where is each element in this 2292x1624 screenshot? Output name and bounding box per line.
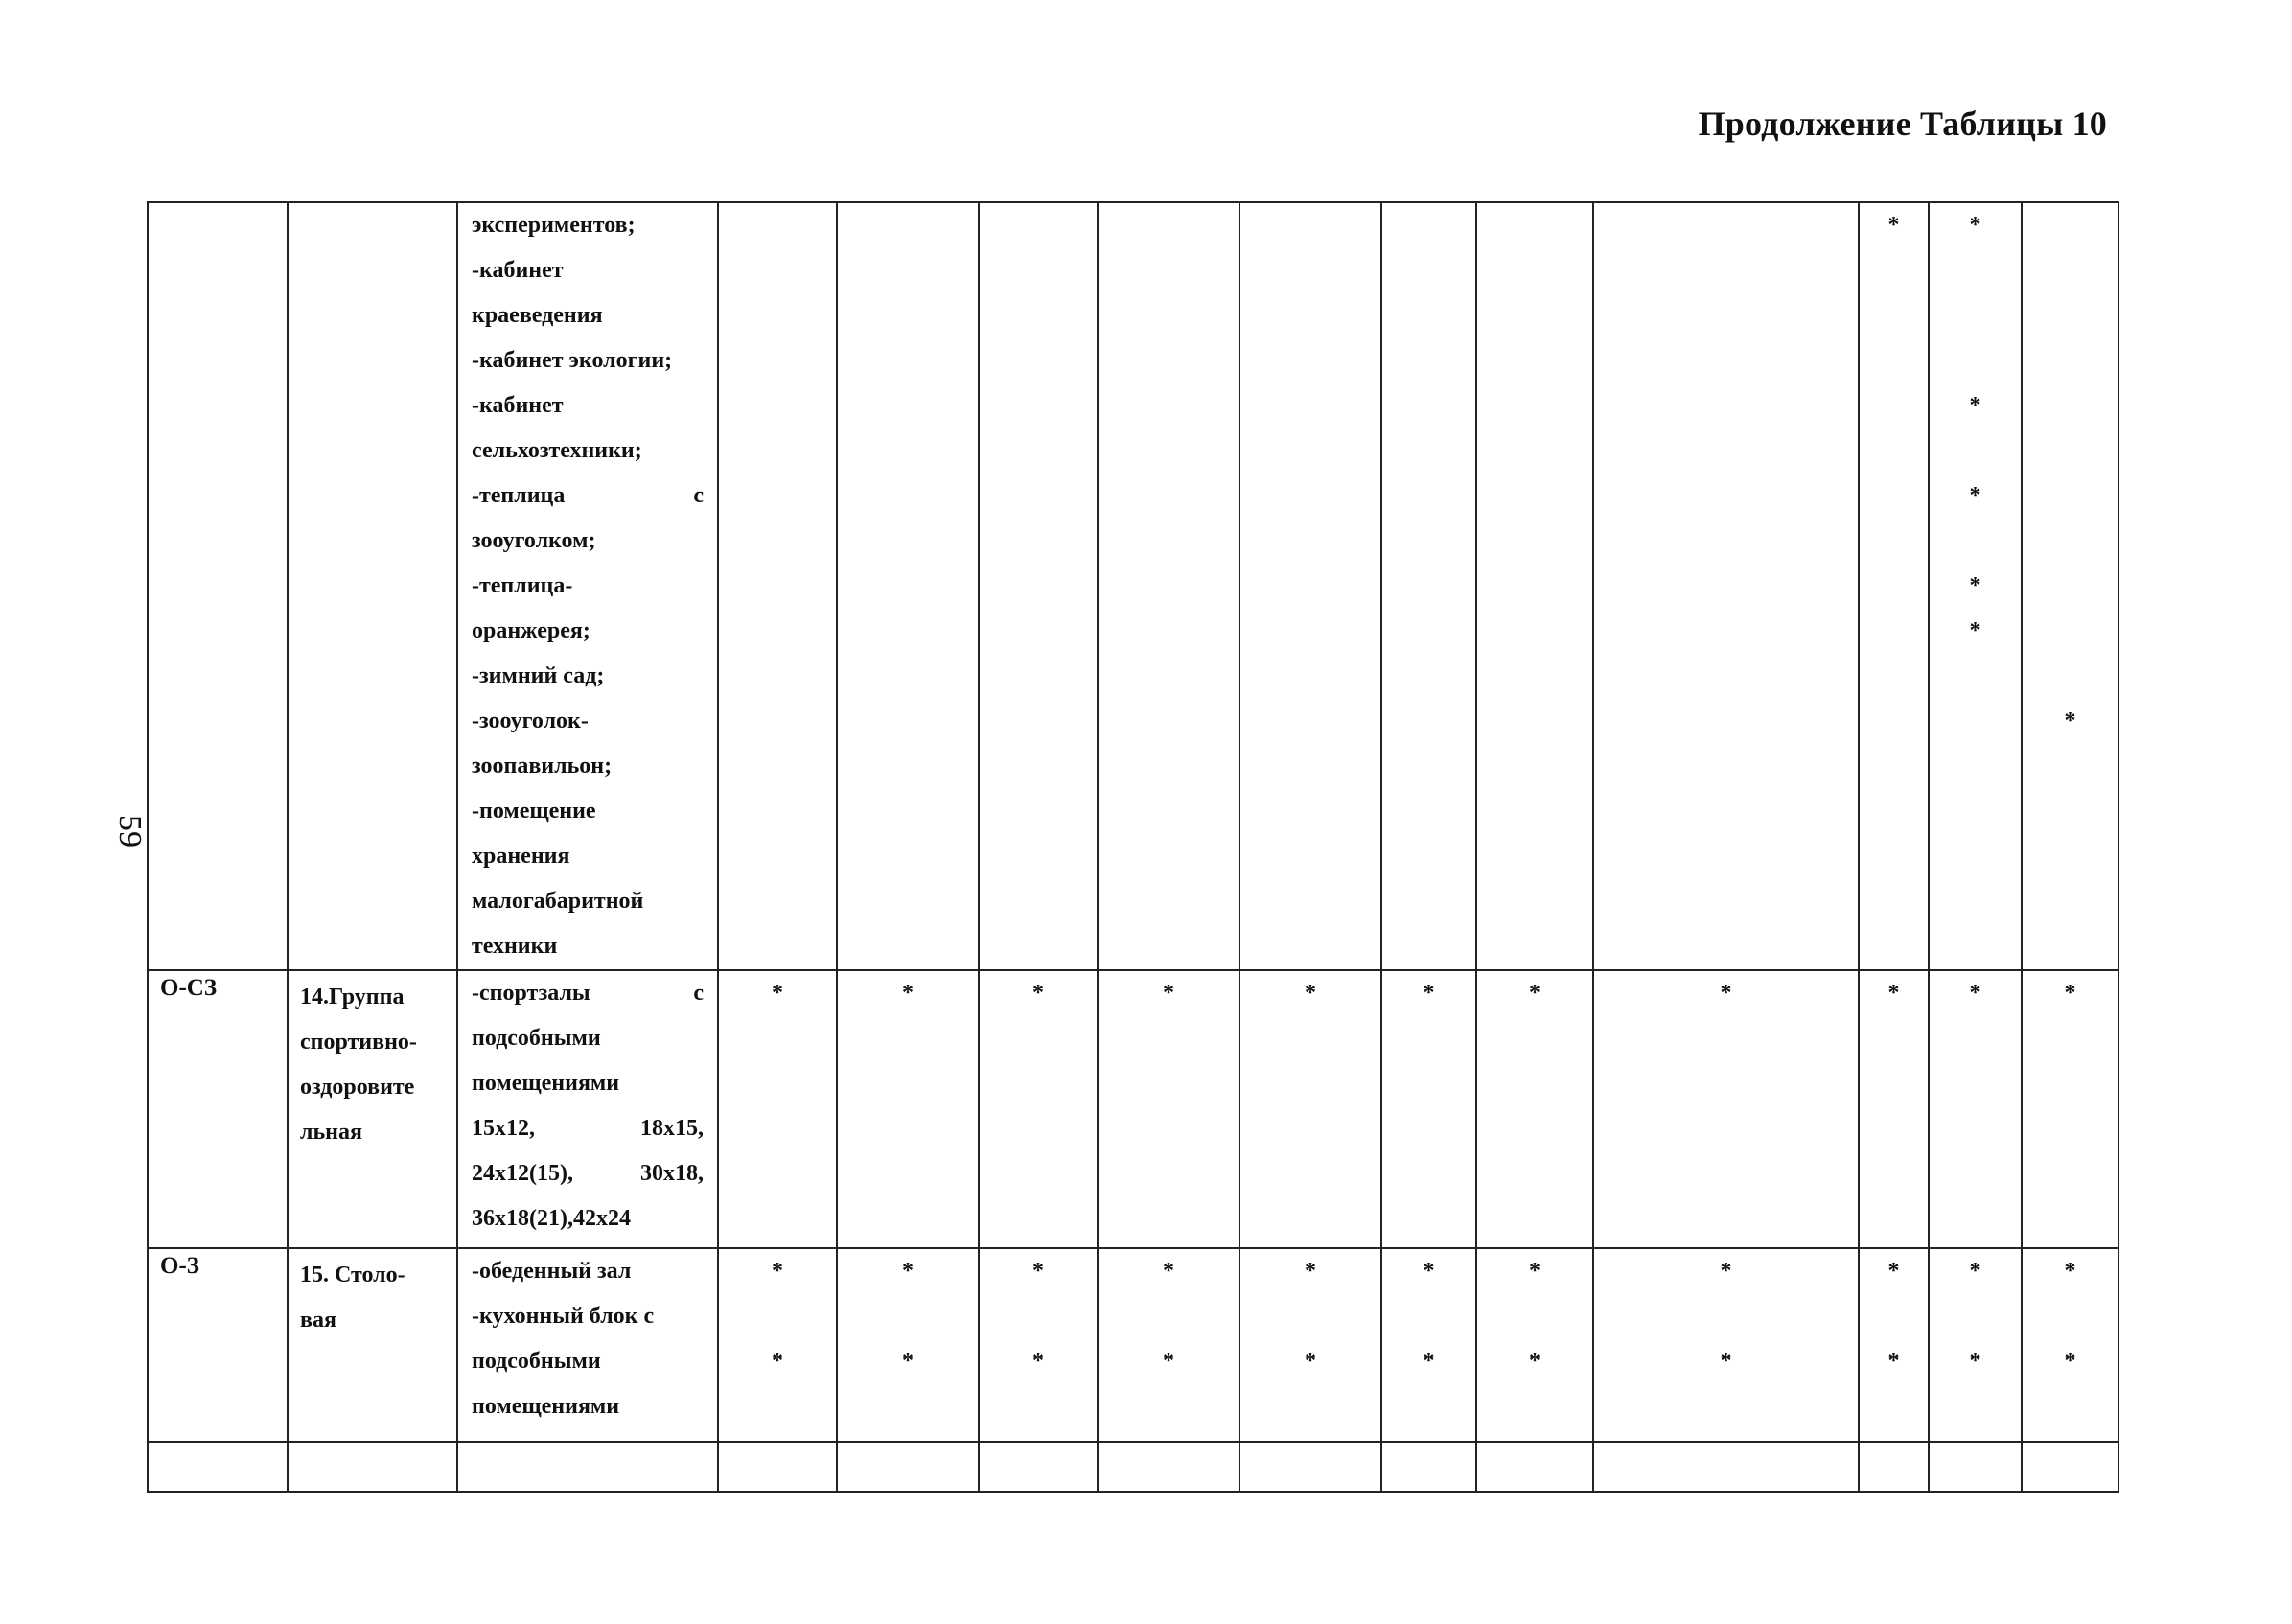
- empty-cell: [457, 1442, 718, 1492]
- mark-icon: *: [1305, 1259, 1316, 1284]
- empty-cell: [1476, 1442, 1593, 1492]
- mark-icon: *: [1720, 1349, 1732, 1374]
- mark-icon: [1930, 789, 2021, 834]
- mark-cell: [2022, 970, 2118, 1248]
- mark-icon: *: [1969, 1259, 1981, 1284]
- mark-icon: [2023, 744, 2118, 789]
- mark-icon: *: [772, 981, 783, 1006]
- mark-icon: *: [1423, 1259, 1435, 1284]
- mark-icon: *: [2064, 1349, 2076, 1374]
- mark-icon: [1860, 609, 1928, 654]
- mark-cell: [1593, 202, 1859, 970]
- text-part: 24х12(15),: [472, 1161, 573, 1186]
- text-line: зооуголком;: [472, 528, 596, 553]
- mark-icon: [2023, 1294, 2118, 1339]
- mark-cell: [1929, 970, 2022, 1248]
- table-caption: Продолжение Таблицы 10: [1698, 104, 2107, 143]
- mark-icon: [719, 1294, 836, 1339]
- mark-icon: [2023, 248, 2118, 293]
- text-line: [472, 1106, 704, 1151]
- mark-icon: *: [1969, 393, 1981, 418]
- text-line: -кухонный блок с: [472, 1304, 655, 1329]
- mark-icon: *: [1720, 981, 1732, 1006]
- empty-cell: [1098, 1442, 1239, 1492]
- mark-icon: [1860, 383, 1928, 429]
- mark-icon: [1930, 879, 2021, 924]
- group-line: 14.Группа: [300, 985, 405, 1009]
- text-line: -кабинет: [472, 258, 564, 283]
- text-line: сельхозтехники;: [472, 438, 642, 463]
- mark-icon: [1860, 924, 1928, 969]
- mark-icon: [1930, 924, 2021, 969]
- mark-icon: [2023, 338, 2118, 383]
- mark-icon: [1930, 744, 2021, 789]
- mark-icon: [1930, 654, 2021, 699]
- mark-icon: [1860, 789, 1928, 834]
- mark-icon: *: [1305, 981, 1316, 1006]
- mark-cell: [1476, 202, 1593, 970]
- mark-icon: *: [2064, 1259, 2076, 1284]
- mark-cell: [837, 202, 979, 970]
- mark-cell: [718, 202, 837, 970]
- mark-icon: [2023, 474, 2118, 519]
- mark-icon: *: [1529, 981, 1540, 1006]
- mark-icon: *: [902, 981, 914, 1006]
- mark-icon: [1930, 834, 2021, 879]
- mark-cell: [718, 970, 837, 1248]
- text-line: [472, 1151, 704, 1196]
- mark-icon: [1930, 429, 2021, 474]
- mark-icon: [980, 1294, 1097, 1339]
- mark-icon: *: [1969, 573, 1981, 598]
- mark-cell: [1859, 1248, 1929, 1442]
- mark-icon: [1477, 1294, 1592, 1339]
- mark-icon: [2023, 924, 2118, 969]
- mark-icon: *: [1163, 1259, 1174, 1284]
- mark-icon: *: [1423, 1349, 1435, 1374]
- text-part: -теплица: [472, 483, 566, 508]
- text-line: -зооуголок-: [472, 708, 589, 733]
- group-line: льная: [300, 1120, 362, 1145]
- text-line: хранения: [472, 844, 570, 869]
- mark-icon: *: [1032, 1349, 1044, 1374]
- mark-icon: [2023, 293, 2118, 338]
- mark-icon: *: [1969, 1349, 1981, 1374]
- text-line: -обеденный зал: [472, 1259, 632, 1284]
- empty-cell: [2022, 1442, 2118, 1492]
- group-cell: [288, 970, 457, 1248]
- empty-row: [148, 1442, 2118, 1492]
- empty-cell: [148, 1442, 288, 1492]
- text-line: -кабинет: [472, 393, 564, 418]
- mark-cell: [1239, 202, 1381, 970]
- mark-icon: *: [902, 1349, 914, 1374]
- group-cell: [288, 1248, 457, 1442]
- mark-icon: [1930, 699, 2021, 744]
- mark-icon: [1099, 1294, 1239, 1339]
- mark-icon: *: [1969, 483, 1981, 508]
- table-body: [148, 202, 2118, 1492]
- mark-icon: [2023, 519, 2118, 564]
- code-cell: [148, 202, 288, 970]
- text-part: 18х15,: [640, 1116, 704, 1141]
- mark-icon: *: [1969, 618, 1981, 643]
- mark-icon: [1860, 834, 1928, 879]
- mark-cell: [837, 1248, 979, 1442]
- mark-icon: [2023, 203, 2118, 248]
- mark-icon: [1860, 564, 1928, 609]
- code-cell: О-З: [148, 1248, 288, 1442]
- group-cell: [288, 202, 457, 970]
- mark-icon: [2023, 789, 2118, 834]
- mark-cell: [1098, 1248, 1239, 1442]
- mark-icon: [1860, 429, 1928, 474]
- table-row: [148, 202, 2118, 970]
- mark-cell: [2022, 1248, 2118, 1442]
- text-line: экспериментов;: [472, 213, 636, 238]
- mark-cell: [1593, 1248, 1859, 1442]
- mark-icon: [1860, 338, 1928, 383]
- text-line: 36х18(21),42х24: [472, 1206, 631, 1231]
- mark-icon: [1860, 744, 1928, 789]
- group-line: 15. Столо-: [300, 1263, 405, 1288]
- mark-icon: [1930, 248, 2021, 293]
- mark-icon: [1382, 1294, 1475, 1339]
- rooms-cell: [457, 1248, 718, 1442]
- mark-icon: *: [2064, 708, 2076, 733]
- mark-icon: [2023, 564, 2118, 609]
- mark-icon: *: [1032, 1259, 1044, 1284]
- mark-icon: [838, 1294, 978, 1339]
- mark-icon: [1594, 1294, 1858, 1339]
- mark-icon: [1930, 293, 2021, 338]
- mark-icon: [1860, 879, 1928, 924]
- mark-cell: [1593, 970, 1859, 1248]
- mark-cell: [1476, 1248, 1593, 1442]
- mark-icon: *: [772, 1259, 783, 1284]
- text-part: с: [693, 483, 704, 508]
- mark-cell: [1859, 202, 1929, 970]
- mark-cell: [1859, 970, 1929, 1248]
- mark-icon: [1930, 519, 2021, 564]
- mark-icon: *: [1032, 981, 1044, 1006]
- text-line: подсобными: [472, 1026, 601, 1051]
- text-line: -кабинет экологии;: [472, 348, 673, 373]
- mark-cell: [1381, 970, 1476, 1248]
- mark-icon: *: [1529, 1349, 1540, 1374]
- rooms-cell: [457, 970, 718, 1248]
- mark-icon: [1860, 293, 1928, 338]
- mark-icon: [1860, 519, 1928, 564]
- page-number: 59: [112, 815, 148, 847]
- text-part: с: [693, 981, 704, 1006]
- text-part: 30х18,: [640, 1161, 704, 1186]
- text-line: -теплица-: [472, 573, 573, 598]
- empty-cell: [837, 1442, 979, 1492]
- mark-icon: [1860, 654, 1928, 699]
- empty-cell: [1239, 1442, 1381, 1492]
- mark-icon: [2023, 654, 2118, 699]
- mark-cell: [837, 970, 979, 1248]
- text-line: оранжерея;: [472, 618, 590, 643]
- mark-icon: [1860, 248, 1928, 293]
- mark-icon: *: [1887, 981, 1900, 1006]
- empty-cell: [979, 1442, 1098, 1492]
- text-line: -зимний сад;: [472, 663, 605, 688]
- empty-cell: [1593, 1442, 1859, 1492]
- table-row: [148, 1248, 2118, 1442]
- mark-icon: [2023, 609, 2118, 654]
- mark-icon: *: [1969, 981, 1981, 1006]
- mark-icon: *: [1887, 1259, 1900, 1284]
- text-line: зоопавильон;: [472, 754, 613, 778]
- mark-icon: *: [1720, 1259, 1732, 1284]
- mark-icon: [2023, 383, 2118, 429]
- text-line: техники: [472, 934, 558, 959]
- mark-icon: *: [1163, 981, 1174, 1006]
- mark-icon: *: [1887, 213, 1900, 238]
- mark-icon: [1860, 699, 1928, 744]
- mark-icon: *: [1529, 1259, 1540, 1284]
- text-part: -спортзалы: [472, 981, 590, 1006]
- group-line: спортивно-: [300, 1030, 417, 1055]
- empty-cell: [1381, 1442, 1476, 1492]
- mark-cell: [1098, 970, 1239, 1248]
- mark-icon: [2023, 879, 2118, 924]
- mark-icon: [1930, 1294, 2021, 1339]
- text-line: [472, 971, 704, 1016]
- mark-icon: [1930, 338, 2021, 383]
- mark-cell: [1381, 202, 1476, 970]
- mark-cell: [1381, 1248, 1476, 1442]
- mark-cell: [1239, 1248, 1381, 1442]
- mark-icon: [1240, 1294, 1380, 1339]
- text-line: помещениями: [472, 1071, 620, 1096]
- text-line: -помещение: [472, 799, 596, 824]
- mark-cell: [979, 1248, 1098, 1442]
- mark-icon: *: [772, 1349, 783, 1374]
- mark-cell: [1239, 970, 1381, 1248]
- empty-cell: [1859, 1442, 1929, 1492]
- mark-cell: [718, 1248, 837, 1442]
- mark-icon: *: [1887, 1349, 1900, 1374]
- empty-cell: [1929, 1442, 2022, 1492]
- empty-cell: [288, 1442, 457, 1492]
- mark-icon: [1860, 1294, 1928, 1339]
- empty-cell: [718, 1442, 837, 1492]
- mark-cell: [2022, 202, 2118, 970]
- mark-icon: *: [1423, 981, 1435, 1006]
- mark-cell: [979, 202, 1098, 970]
- mark-icon: [2023, 834, 2118, 879]
- text-line: помещениями: [472, 1394, 620, 1419]
- mark-icon: *: [1163, 1349, 1174, 1374]
- mark-icon: *: [1305, 1349, 1316, 1374]
- text-line: малогабаритной: [472, 889, 644, 914]
- mark-icon: *: [902, 1259, 914, 1284]
- text-line: [472, 474, 704, 519]
- mark-cell: [1098, 202, 1239, 970]
- mark-icon: [2023, 429, 2118, 474]
- mark-cell: [1929, 1248, 2022, 1442]
- group-line: оздоровите: [300, 1075, 415, 1100]
- mark-icon: [1860, 474, 1928, 519]
- mark-icon: *: [1969, 213, 1981, 238]
- code-cell: О-СЗ: [148, 970, 288, 1248]
- text-line: краеведения: [472, 303, 603, 328]
- mark-cell: [1929, 202, 2022, 970]
- facility-table: [147, 201, 2119, 1493]
- mark-cell: [1476, 970, 1593, 1248]
- rooms-cell: [457, 202, 718, 970]
- group-line: вая: [300, 1308, 336, 1333]
- text-part: 15х12,: [472, 1116, 535, 1141]
- table-row: [148, 970, 2118, 1248]
- mark-icon: *: [2064, 981, 2076, 1006]
- mark-cell: [979, 970, 1098, 1248]
- text-line: подсобными: [472, 1349, 601, 1374]
